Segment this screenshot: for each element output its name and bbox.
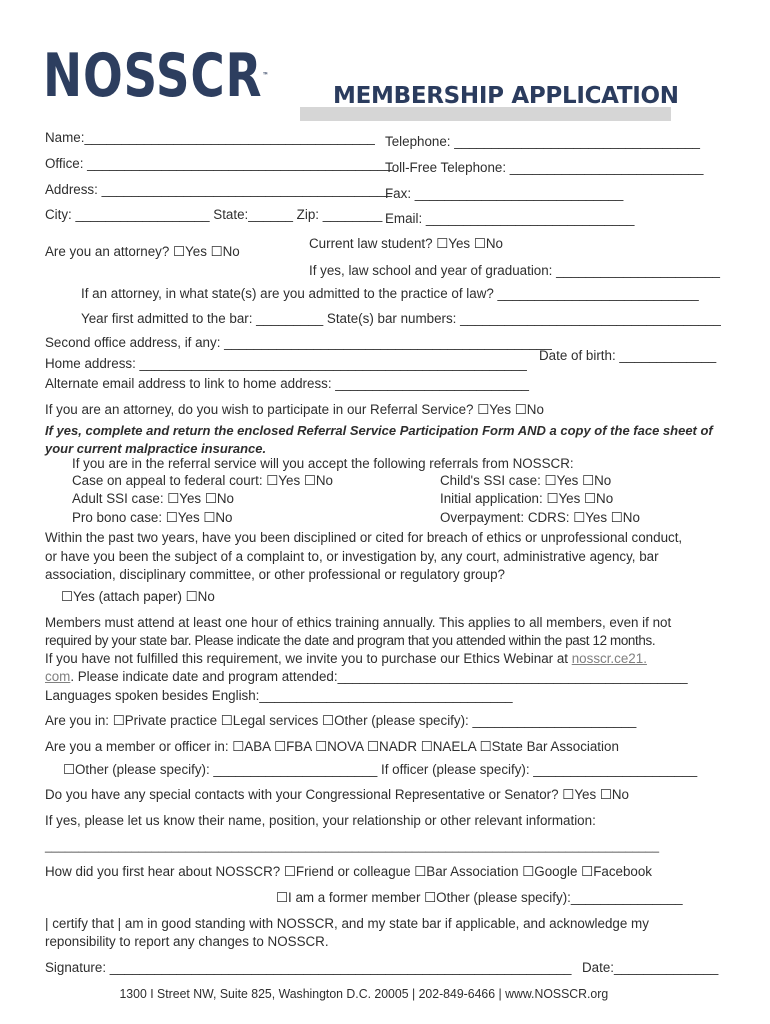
referral-question[interactable]: If you are an attorney, do you wish to participate in our Referral Service? ☐Yes ☐No [45,402,544,417]
certify-line2: reponsibility to report any changes to NOSSCR. [45,934,329,949]
contacts-detail-label: If yes, please let us know their name, position, your relationship or other relevant information: [45,813,596,828]
attorney-question[interactable]: Are you an attorney? ☐Yes ☐No [45,244,240,259]
referral-note-line2: your current malpractice insurance. [45,441,267,456]
referral-note-line1: If yes, complete and return the enclosed Referral Service Participation Form AND a copy of the face sheet of [45,423,713,438]
tollfree-field[interactable]: Toll-Free Telephone: __________________________ [385,160,704,175]
languages-field[interactable]: Languages spoken besides English:__________________________________ [45,688,513,703]
hear-about-options-2[interactable]: ☐I am a former member ☐Other (please specify):_______________ [276,890,683,905]
congressional-contacts-question[interactable]: Do you have any special contacts with your Congressional Representative or Senator? ☐Yes ☐No [45,787,630,802]
ethics-line3-text: If you have not fulfilled this requirement, we invite you to purchase our Ethics Webinar at [45,651,572,666]
hear-about-options[interactable]: How did you first hear about NOSSCR? ☐Friend or colleague ☐Bar Association ☐Google ☐Facebook [45,864,652,879]
page-title: MEMBERSHIP APPLICATION [333,83,679,109]
referral-accept-label: If you are in the referral service will you accept the following referrals from NOSSCR: [72,456,574,471]
name-field[interactable]: Name:_______________________________________ [45,130,375,145]
fax-field[interactable]: Fax: ____________________________ [385,186,624,201]
adult-ssi-option[interactable]: Adult SSI case: ☐Yes ☐No [72,491,234,506]
second-office-field[interactable]: Second office address, if any: ____________________________________________ [45,335,552,350]
membership-options[interactable]: Are you a member or officer in: ☐ABA ☐FBA ☐NOVA ☐NADR ☐NAELA ☐State Bar Association [45,739,619,754]
signature-date-field[interactable]: Date:______________ [582,960,719,975]
law-student-question[interactable]: Current law student? ☐Yes ☐No [309,236,503,251]
ethics-line2: required by your state bar. Please indicate the date and program that you attended within the past 12 months. [45,633,656,648]
pro-bono-option[interactable]: Pro bono case: ☐Yes ☐No [72,510,233,525]
address-field[interactable]: Address: _______________________________________ [45,182,393,197]
child-ssi-option[interactable]: Child's SSI case: ☐Yes ☐No [440,473,612,488]
appeal-case-option[interactable]: Case on appeal to federal court: ☐Yes ☐No [72,473,333,488]
date-of-birth-field[interactable]: Date of birth: _____________ [539,348,717,363]
city-state-zip-field[interactable]: City: __________________ State:______ Zip: ________ [45,207,383,222]
office-field[interactable]: Office: _________________________________________ [45,156,393,171]
footer-address: 1300 I Street NW, Suite 825, Washington D.C. 20005 | 202-849-6466 | www.NOSSCR.org [119,986,609,1001]
graduation-field[interactable]: If yes, law school and year of graduation: ______________________ [309,263,720,278]
telephone-field[interactable]: Telephone: _________________________________ [385,134,700,149]
initial-application-option[interactable]: Initial application: ☐Yes ☐No [440,491,614,506]
ethics-attended-field[interactable]: . Please indicate date and program attended:_______________________________________________ [70,669,688,684]
discipline-answer[interactable]: ☐Yes (attach paper) ☐No [61,589,215,604]
contacts-detail-blank[interactable]: ____________________________________________________________________________________________ [45,839,659,853]
bar-year-numbers-field[interactable]: Year first admitted to the bar: _________ State(s) bar numbers: ___________________________________ [81,311,721,326]
discipline-line2: or have you been the subject of a complaint to, or investigation by, any court, administrative agency, bar [45,549,659,564]
signature-field[interactable]: Signature: ______________________________________________________________ [45,960,572,975]
discipline-line1: Within the past two years, have you been disciplined or cited for breach of ethics or unprofessional conduct, [45,530,683,545]
ethics-webinar-link[interactable]: nosscr.ce21. [571,651,647,666]
admitted-states-field[interactable]: If an attorney, in what state(s) are you admitted to the practice of law? ___________________________ [81,286,699,301]
other-officer-field[interactable]: ☐Other (please specify): ______________________ If officer (please specify): ______________________ [63,762,698,777]
email-field[interactable]: Email: ____________________________ [385,211,635,226]
practice-type-options[interactable]: Are you in: ☐Private practice ☐Legal services ☐Other (please specify): ______________________ [45,713,637,728]
alternate-email-field[interactable]: Alternate email address to link to home address: __________________________ [45,376,529,391]
certify-line1: | certify that | am in good standing with NOSSCR, and my state bar if applicable, and acknowledge my [45,916,649,931]
home-address-field[interactable]: Home address: ____________________________________________________ [45,356,527,371]
ethics-line1: Members must attend at least one hour of ethics training annually. This applies to all members, even if not [45,615,672,630]
ethics-line3 [45,650,647,667]
ethics-line4[interactable] [45,668,688,685]
ethics-webinar-link-end[interactable]: com [45,669,71,684]
overpayment-option[interactable]: Overpayment: CDRS: ☐Yes ☐No [440,510,640,525]
discipline-line3: association, disciplinary committee, or other professional or regulatory group? [45,567,505,582]
nosscr-logo: NOSSCR™ [43,41,269,111]
